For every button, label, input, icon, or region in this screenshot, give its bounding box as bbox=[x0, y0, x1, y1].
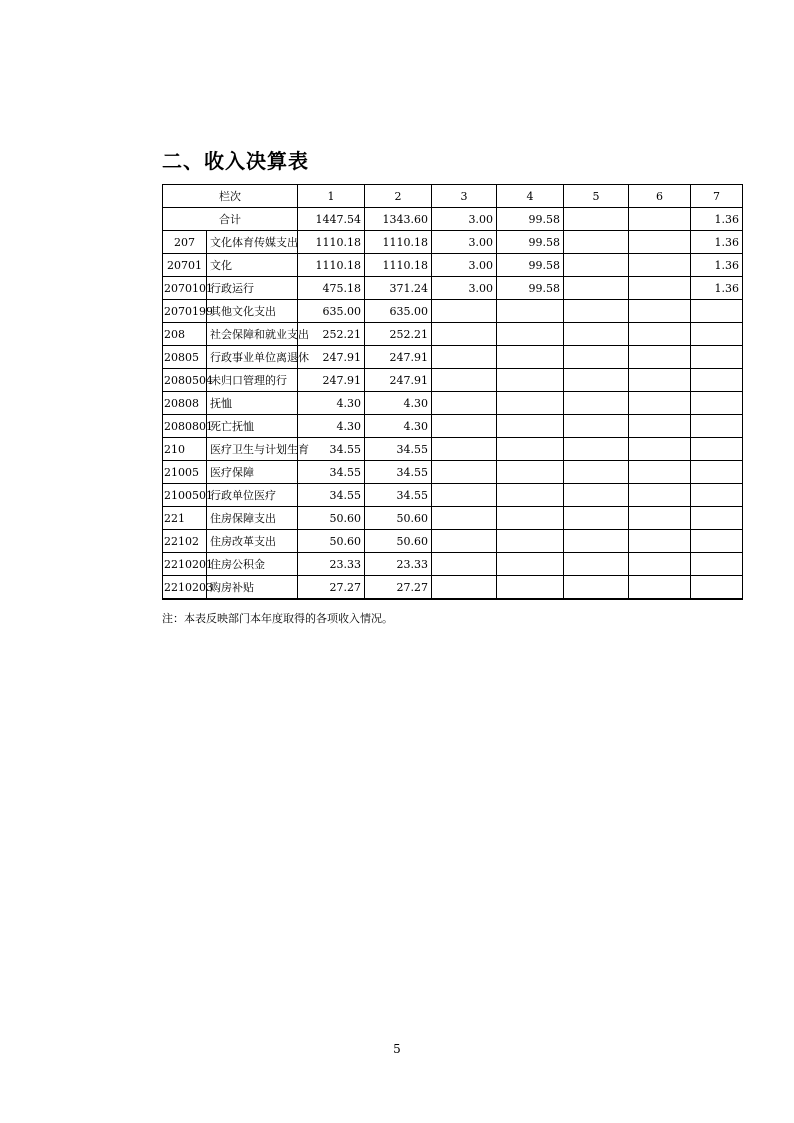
row-value-c3: 3.00 bbox=[432, 277, 497, 300]
table-row bbox=[163, 415, 743, 438]
row-value-c4 bbox=[497, 507, 564, 530]
row-value-c4 bbox=[497, 323, 564, 346]
row-code: 210 bbox=[163, 438, 207, 461]
row-value-c1: 247.91 bbox=[298, 346, 365, 369]
row-name: 行政运行 bbox=[207, 277, 298, 300]
row-value-c3: 3.00 bbox=[432, 231, 497, 254]
row-value-c2: 252.21 bbox=[365, 323, 432, 346]
row-value-c7 bbox=[691, 300, 743, 323]
row-value-c2: 50.60 bbox=[365, 530, 432, 553]
row-value-c2: 247.91 bbox=[365, 346, 432, 369]
income-statement-table bbox=[162, 184, 743, 600]
row-value-c7: 1.36 bbox=[691, 254, 743, 277]
row-value-c3 bbox=[432, 438, 497, 461]
row-value-c1: 50.60 bbox=[298, 507, 365, 530]
row-value-c1: 50.60 bbox=[298, 530, 365, 553]
row-code: 2070101 bbox=[163, 277, 207, 300]
row-value-c7 bbox=[691, 553, 743, 576]
row-code: 221 bbox=[163, 507, 207, 530]
row-value-c6 bbox=[629, 369, 691, 392]
row-value-c4: 99.58 bbox=[497, 231, 564, 254]
total-row bbox=[163, 208, 743, 231]
row-value-c4 bbox=[497, 369, 564, 392]
table-row bbox=[163, 392, 743, 415]
row-code: 22102 bbox=[163, 530, 207, 553]
row-value-c4 bbox=[497, 461, 564, 484]
row-value-c7: 1.36 bbox=[691, 277, 743, 300]
row-value-c3 bbox=[432, 392, 497, 415]
row-value-c4: 99.58 bbox=[497, 254, 564, 277]
row-value-c6 bbox=[629, 507, 691, 530]
row-code: 2070199 bbox=[163, 300, 207, 323]
row-value-c3 bbox=[432, 461, 497, 484]
row-value-c7: 1.36 bbox=[691, 231, 743, 254]
row-value-c4 bbox=[497, 415, 564, 438]
row-value-c3 bbox=[432, 415, 497, 438]
row-value-c6 bbox=[629, 415, 691, 438]
row-value-c3 bbox=[432, 553, 497, 576]
table-row bbox=[163, 576, 743, 600]
row-value-c5 bbox=[564, 530, 629, 553]
row-value-c1: 23.33 bbox=[298, 553, 365, 576]
row-value-c1: 1110.18 bbox=[298, 254, 365, 277]
row-value-c5 bbox=[564, 231, 629, 254]
row-value-c2: 4.30 bbox=[365, 415, 432, 438]
row-value-c5 bbox=[564, 346, 629, 369]
table-row bbox=[163, 438, 743, 461]
row-value-c5 bbox=[564, 553, 629, 576]
row-value-c6 bbox=[629, 346, 691, 369]
row-value-c7 bbox=[691, 438, 743, 461]
row-value-c2: 34.55 bbox=[365, 461, 432, 484]
table-row bbox=[163, 507, 743, 530]
row-value-c4 bbox=[497, 530, 564, 553]
row-name: 医疗保障 bbox=[207, 461, 298, 484]
total-c5 bbox=[564, 208, 629, 231]
row-value-c3 bbox=[432, 576, 497, 600]
row-value-c6 bbox=[629, 300, 691, 323]
row-value-c6 bbox=[629, 484, 691, 507]
row-value-c4 bbox=[497, 438, 564, 461]
row-value-c3 bbox=[432, 300, 497, 323]
row-value-c3 bbox=[432, 369, 497, 392]
row-value-c1: 1110.18 bbox=[298, 231, 365, 254]
row-value-c6 bbox=[629, 530, 691, 553]
row-value-c3 bbox=[432, 346, 497, 369]
row-value-c1: 34.55 bbox=[298, 438, 365, 461]
row-value-c5 bbox=[564, 277, 629, 300]
total-c7: 1.36 bbox=[691, 208, 743, 231]
row-value-c3 bbox=[432, 323, 497, 346]
row-value-c2: 371.24 bbox=[365, 277, 432, 300]
header-cell-lanci: 栏次 bbox=[163, 185, 298, 208]
row-value-c3 bbox=[432, 530, 497, 553]
row-code: 2100501 bbox=[163, 484, 207, 507]
row-value-c2: 4.30 bbox=[365, 392, 432, 415]
row-code: 20808 bbox=[163, 392, 207, 415]
row-value-c5 bbox=[564, 438, 629, 461]
table-row bbox=[163, 553, 743, 576]
table-row bbox=[163, 369, 743, 392]
table-row bbox=[163, 484, 743, 507]
row-value-c1: 4.30 bbox=[298, 415, 365, 438]
row-value-c1: 247.91 bbox=[298, 369, 365, 392]
row-name: 死亡抚恤 bbox=[207, 415, 298, 438]
row-value-c6 bbox=[629, 254, 691, 277]
row-value-c7 bbox=[691, 392, 743, 415]
table-row bbox=[163, 300, 743, 323]
header-cell-3: 3 bbox=[432, 185, 497, 208]
row-name: 行政事业单位离退休 bbox=[207, 346, 298, 369]
row-code: 207 bbox=[163, 231, 207, 254]
row-value-c2: 50.60 bbox=[365, 507, 432, 530]
row-value-c4 bbox=[497, 484, 564, 507]
row-value-c6 bbox=[629, 576, 691, 600]
header-cell-6: 6 bbox=[629, 185, 691, 208]
row-name: 医疗卫生与计划生育 bbox=[207, 438, 298, 461]
row-value-c4 bbox=[497, 576, 564, 600]
row-value-c4 bbox=[497, 392, 564, 415]
table-row bbox=[163, 530, 743, 553]
row-value-c1: 4.30 bbox=[298, 392, 365, 415]
row-value-c7 bbox=[691, 415, 743, 438]
row-value-c6 bbox=[629, 277, 691, 300]
table-row bbox=[163, 231, 743, 254]
row-value-c2: 1110.18 bbox=[365, 231, 432, 254]
table-row bbox=[163, 461, 743, 484]
row-value-c5 bbox=[564, 576, 629, 600]
row-value-c2: 23.33 bbox=[365, 553, 432, 576]
row-value-c5 bbox=[564, 300, 629, 323]
page-title: 二、收入决算表 bbox=[162, 149, 309, 173]
total-c3: 3.00 bbox=[432, 208, 497, 231]
row-value-c6 bbox=[629, 438, 691, 461]
header-cell-4: 4 bbox=[497, 185, 564, 208]
row-name: 住房保障支出 bbox=[207, 507, 298, 530]
row-value-c4: 99.58 bbox=[497, 277, 564, 300]
row-value-c6 bbox=[629, 553, 691, 576]
row-value-c4 bbox=[497, 553, 564, 576]
row-name: 社会保障和就业支出 bbox=[207, 323, 298, 346]
row-value-c6 bbox=[629, 392, 691, 415]
row-value-c7 bbox=[691, 346, 743, 369]
table-row bbox=[163, 277, 743, 300]
row-value-c5 bbox=[564, 323, 629, 346]
row-value-c7 bbox=[691, 323, 743, 346]
total-c1: 1447.54 bbox=[298, 208, 365, 231]
row-name: 住房公积金 bbox=[207, 553, 298, 576]
row-value-c6 bbox=[629, 461, 691, 484]
row-value-c5 bbox=[564, 507, 629, 530]
row-value-c1: 27.27 bbox=[298, 576, 365, 600]
row-value-c2: 635.00 bbox=[365, 300, 432, 323]
row-value-c7 bbox=[691, 530, 743, 553]
row-name: 住房改革支出 bbox=[207, 530, 298, 553]
row-name: 文化 bbox=[207, 254, 298, 277]
row-name: 购房补贴 bbox=[207, 576, 298, 600]
table-note: 注：本表反映部门本年度取得的各项收入情况。 bbox=[162, 612, 393, 625]
row-value-c7 bbox=[691, 507, 743, 530]
row-value-c4 bbox=[497, 300, 564, 323]
row-name: 未归口管理的行 bbox=[207, 369, 298, 392]
row-code: 2210203 bbox=[163, 576, 207, 600]
row-value-c2: 247.91 bbox=[365, 369, 432, 392]
row-code: 2080801 bbox=[163, 415, 207, 438]
row-code: 2210201 bbox=[163, 553, 207, 576]
row-value-c1: 635.00 bbox=[298, 300, 365, 323]
row-code: 20805 bbox=[163, 346, 207, 369]
page-number: 5 bbox=[393, 1042, 401, 1056]
header-cell-2: 2 bbox=[365, 185, 432, 208]
row-value-c5 bbox=[564, 392, 629, 415]
row-value-c3 bbox=[432, 484, 497, 507]
header-cell-5: 5 bbox=[564, 185, 629, 208]
total-label: 合计 bbox=[163, 208, 298, 231]
row-value-c3: 3.00 bbox=[432, 254, 497, 277]
row-value-c5 bbox=[564, 461, 629, 484]
row-value-c1: 252.21 bbox=[298, 323, 365, 346]
table-row bbox=[163, 323, 743, 346]
row-value-c5 bbox=[564, 369, 629, 392]
table-row bbox=[163, 346, 743, 369]
row-value-c2: 34.55 bbox=[365, 484, 432, 507]
row-name: 行政单位医疗 bbox=[207, 484, 298, 507]
header-cell-7: 7 bbox=[691, 185, 743, 208]
row-value-c3 bbox=[432, 507, 497, 530]
total-c6 bbox=[629, 208, 691, 231]
row-name: 抚恤 bbox=[207, 392, 298, 415]
row-value-c6 bbox=[629, 231, 691, 254]
row-value-c1: 475.18 bbox=[298, 277, 365, 300]
row-value-c5 bbox=[564, 254, 629, 277]
row-value-c1: 34.55 bbox=[298, 461, 365, 484]
row-name: 其他文化支出 bbox=[207, 300, 298, 323]
row-value-c1: 34.55 bbox=[298, 484, 365, 507]
row-value-c7 bbox=[691, 484, 743, 507]
row-name: 文化体育传媒支出 bbox=[207, 231, 298, 254]
header-row bbox=[163, 185, 743, 208]
header-cell-1: 1 bbox=[298, 185, 365, 208]
row-value-c5 bbox=[564, 415, 629, 438]
row-value-c7 bbox=[691, 369, 743, 392]
row-code: 208 bbox=[163, 323, 207, 346]
row-value-c7 bbox=[691, 461, 743, 484]
table-row bbox=[163, 254, 743, 277]
row-value-c5 bbox=[564, 484, 629, 507]
row-value-c4 bbox=[497, 346, 564, 369]
row-code: 2080504 bbox=[163, 369, 207, 392]
row-value-c2: 1110.18 bbox=[365, 254, 432, 277]
row-value-c2: 27.27 bbox=[365, 576, 432, 600]
row-value-c7 bbox=[691, 576, 743, 600]
total-c4: 99.58 bbox=[497, 208, 564, 231]
row-value-c6 bbox=[629, 323, 691, 346]
row-code: 21005 bbox=[163, 461, 207, 484]
row-code: 20701 bbox=[163, 254, 207, 277]
total-c2: 1343.60 bbox=[365, 208, 432, 231]
row-value-c2: 34.55 bbox=[365, 438, 432, 461]
